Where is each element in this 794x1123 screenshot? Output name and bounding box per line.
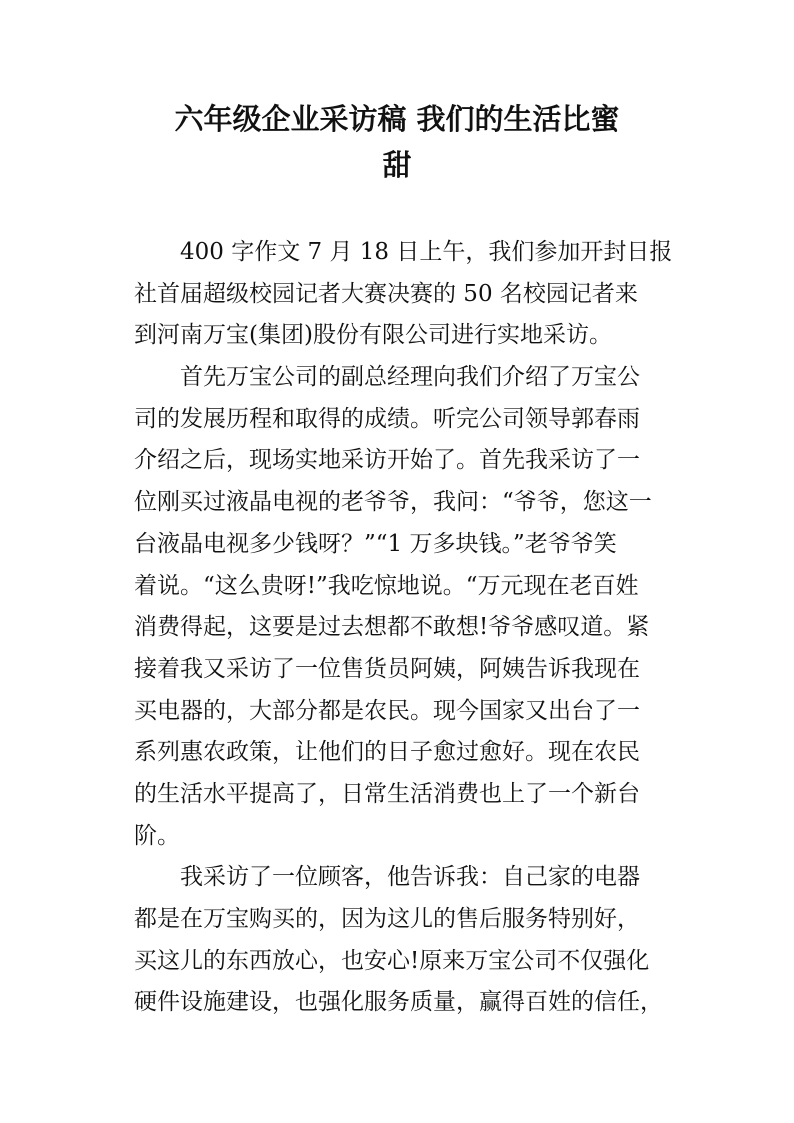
paragraph-line: 司的发展历程和取得的成绩。听完公司领导郭春雨 [134,405,640,432]
document-body [134,232,674,1024]
title-line-1: 六年级企业采访稿 我们的生活比蜜 [174,102,620,136]
document-title [80,96,714,188]
paragraph-line: 系列惠农政策，让他们的日子愈过愈好。现在农民 [134,739,640,766]
paragraph-line: 400 字作文 7 月 18 日上午，我们参加开封日报 [180,239,673,265]
paragraph-line: 接着我又采访了一位售货员阿姨，阿姨告诉我现在 [134,655,640,682]
paragraph-2 [134,357,674,857]
paragraph-line: 社首届超级校园记者大赛决赛的 50 名校园记者来 [134,280,638,307]
paragraph-line: 的生活水平提高了，日常生活消费也上了一个新台 [134,780,640,807]
paragraph-line: 买电器的，大部分都是农民。现今国家又出台了一 [134,697,640,724]
paragraph-line: 着说。“这么贵呀!”我吃惊地说。“万元现在老百姓 [134,572,639,599]
paragraph-line: 阶。 [134,822,180,849]
paragraph-line: 台液晶电视多少钱呀？”“1 万多块钱。”老爷爷笑 [134,530,617,557]
paragraph-line: 我采访了一位顾客，他告诉我：自己家的电器 [180,864,640,891]
paragraph-line: 到河南万宝(集团)股份有限公司进行实地采访。 [134,322,612,349]
paragraph-3 [134,857,674,1024]
paragraph-1 [134,232,674,357]
paragraph-line: 都是在万宝购买的，因为这儿的售后服务特别好， [134,906,640,932]
paragraph-line: 位刚买过液晶电视的老爷爷，我问：“爷爷，您这一 [134,489,652,516]
paragraph-line: 介绍之后，现场实地采访开始了。首先我采访了一 [134,447,640,474]
title-line-2: 甜 [382,148,412,182]
paragraph-line: 买这儿的东西放心，也安心!原来万宝公司不仅强化 [134,947,650,974]
paragraph-line: 消费得起，这要是过去想都不敢想!爷爷感叹道。紧 [134,614,650,641]
paragraph-line: 硬件设施建设，也强化服务质量，赢得百姓的信任， [134,989,663,1016]
paragraph-line: 首先万宝公司的副总经理向我们介绍了万宝公 [180,364,640,391]
